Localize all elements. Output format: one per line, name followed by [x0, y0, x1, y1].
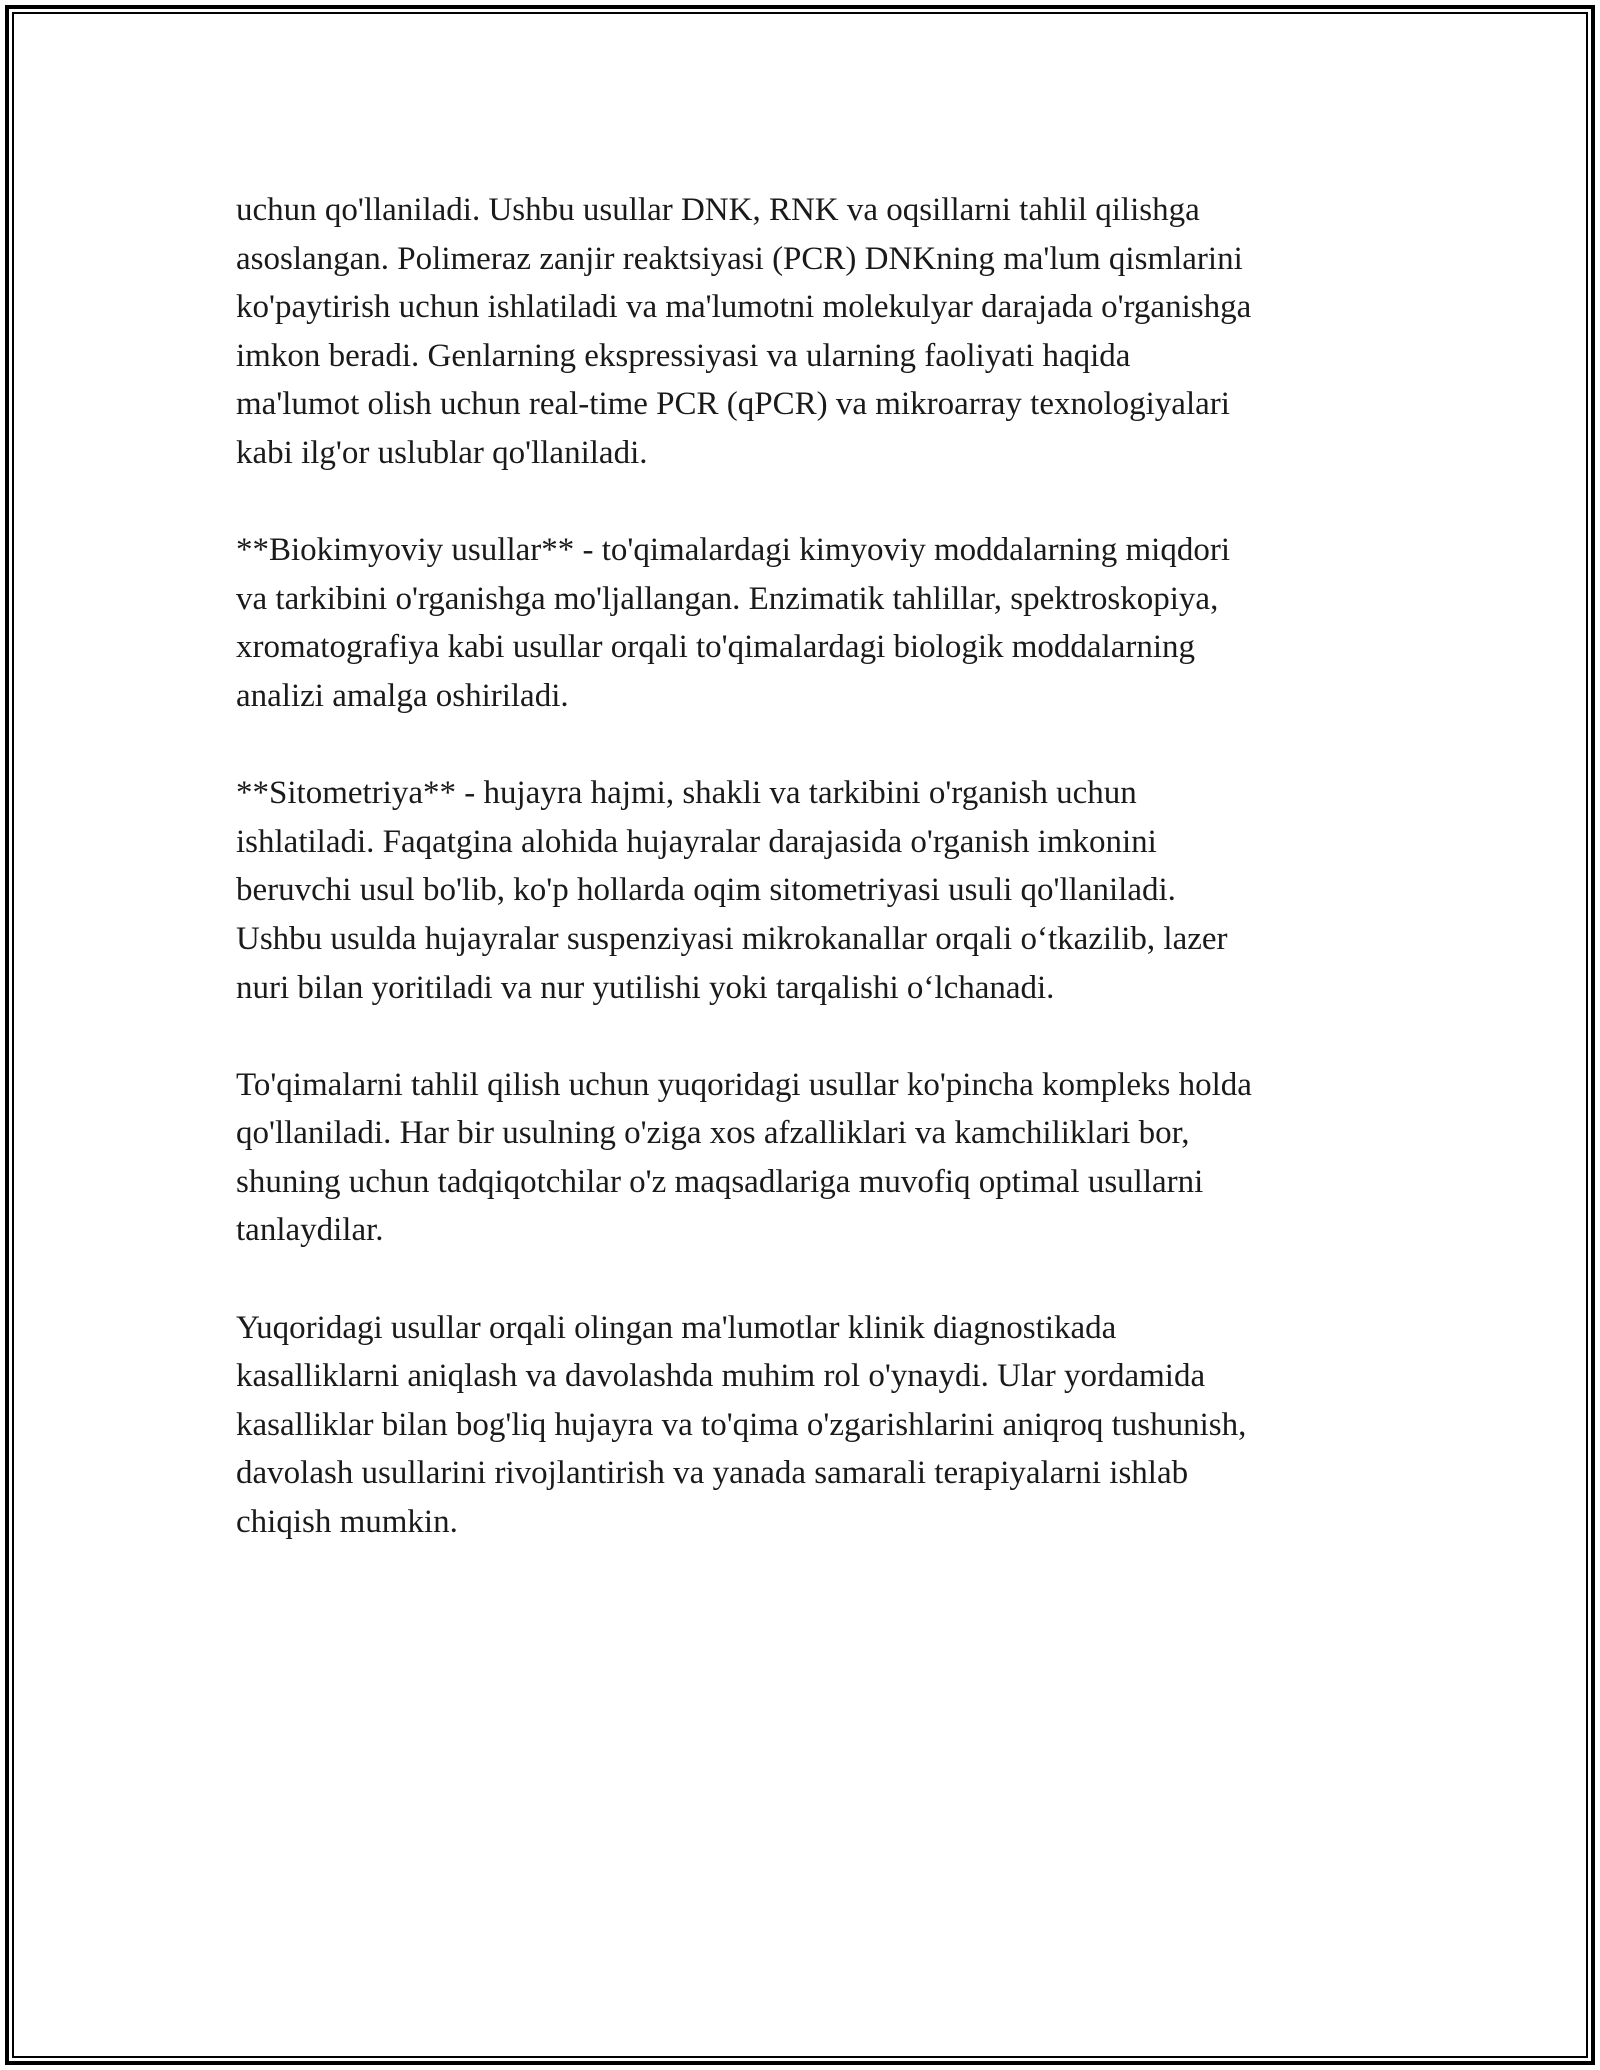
document-body — [236, 186, 1372, 1595]
text-line: analizi amalga oshiriladi. — [236, 677, 569, 714]
text-line: asoslangan. Polimeraz zanjir reaktsiyasi (PCR) DNKning ma'lum qismlarini — [236, 240, 1243, 277]
text-line: beruvchi usul bo'lib, ko'p hollarda oqim sitometriyasi usuli qo'llaniladi. — [236, 872, 1176, 909]
text-line: davolash usullarini rivojlantirish va yanada samarali terapiyalarni ishlab — [236, 1455, 1189, 1492]
text-line: uchun qo'llaniladi. Ushbu usullar DNK, RNK va oqsillarni tahlil qilishga — [236, 192, 1200, 228]
text-line: To'qimalarni tahlil qilish uchun yuqoridagi usullar ko'pincha kompleks holda — [236, 1066, 1252, 1103]
text-line: kasalliklarni aniqlash va davolashda muhim rol o'ynaydi. Ular yordamida — [236, 1358, 1206, 1395]
text-line: **Sitometriya** - hujayra hajmi, shakli va tarkibini o'rganish uchun — [236, 775, 1137, 812]
text-line: tanlaydilar. — [236, 1212, 384, 1249]
text-line: chiqish mumkin. — [236, 1504, 458, 1541]
text-line: imkon beradi. Genlarning ekspressiyasi va ularning faoliyati haqida — [236, 337, 1131, 374]
paragraph-molecular-methods — [236, 186, 1372, 478]
text-line: ishlatiladi. Faqatgina alohida hujayralar darajasida o'rganish imkonini — [236, 823, 1157, 860]
paragraph-clinical-diagnostics — [236, 1304, 1372, 1547]
text-line: xromatografiya kabi usullar orqali to'qimalardagi biologik moddalarning — [236, 629, 1196, 666]
text-line: kasalliklar bilan bog'liq hujayra va to'qima o'zgarishlarini aniqroq tushunish, — [236, 1406, 1247, 1443]
paragraph-biochemical-methods — [236, 526, 1372, 720]
text-line: ko'paytirish uchun ishlatiladi va ma'lumotni molekulyar darajada o'rganishga — [236, 289, 1252, 326]
text-line: qo'llaniladi. Har bir usulning o'ziga xos afzalliklari va kamchiliklari bor, — [236, 1115, 1190, 1152]
text-line: nuri bilan yoritiladi va nur yutilishi yoki tarqalishi oʻlchanadi. — [236, 969, 1055, 1006]
text-line: ma'lumot olish uchun real-time PCR (qPCR) va mikroarray texnologiyalari — [236, 386, 1230, 423]
text-line: **Biokimyoviy usullar** - to'qimalardagi kimyoviy moddalarning miqdori — [236, 532, 1230, 569]
paragraph-combined-methods — [236, 1061, 1372, 1255]
text-line: shuning uchun tadqiqotchilar o'z maqsadlariga muvofiq optimal usullarni — [236, 1163, 1204, 1200]
text-line: kabi ilg'or uslublar qo'llaniladi. — [236, 434, 648, 471]
text-line: Yuqoridagi usullar orqali olingan ma'lumotlar klinik diagnostikada — [236, 1309, 1117, 1346]
text-line: va tarkibini o'rganishga mo'ljallangan. Enzimatik tahlillar, spektroskopiya, — [236, 580, 1219, 617]
paragraph-cytometry — [236, 769, 1372, 1012]
text-line: Ushbu usulda hujayralar suspenziyasi mikrokanallar orqali oʻtkazilib, lazer — [236, 920, 1228, 957]
